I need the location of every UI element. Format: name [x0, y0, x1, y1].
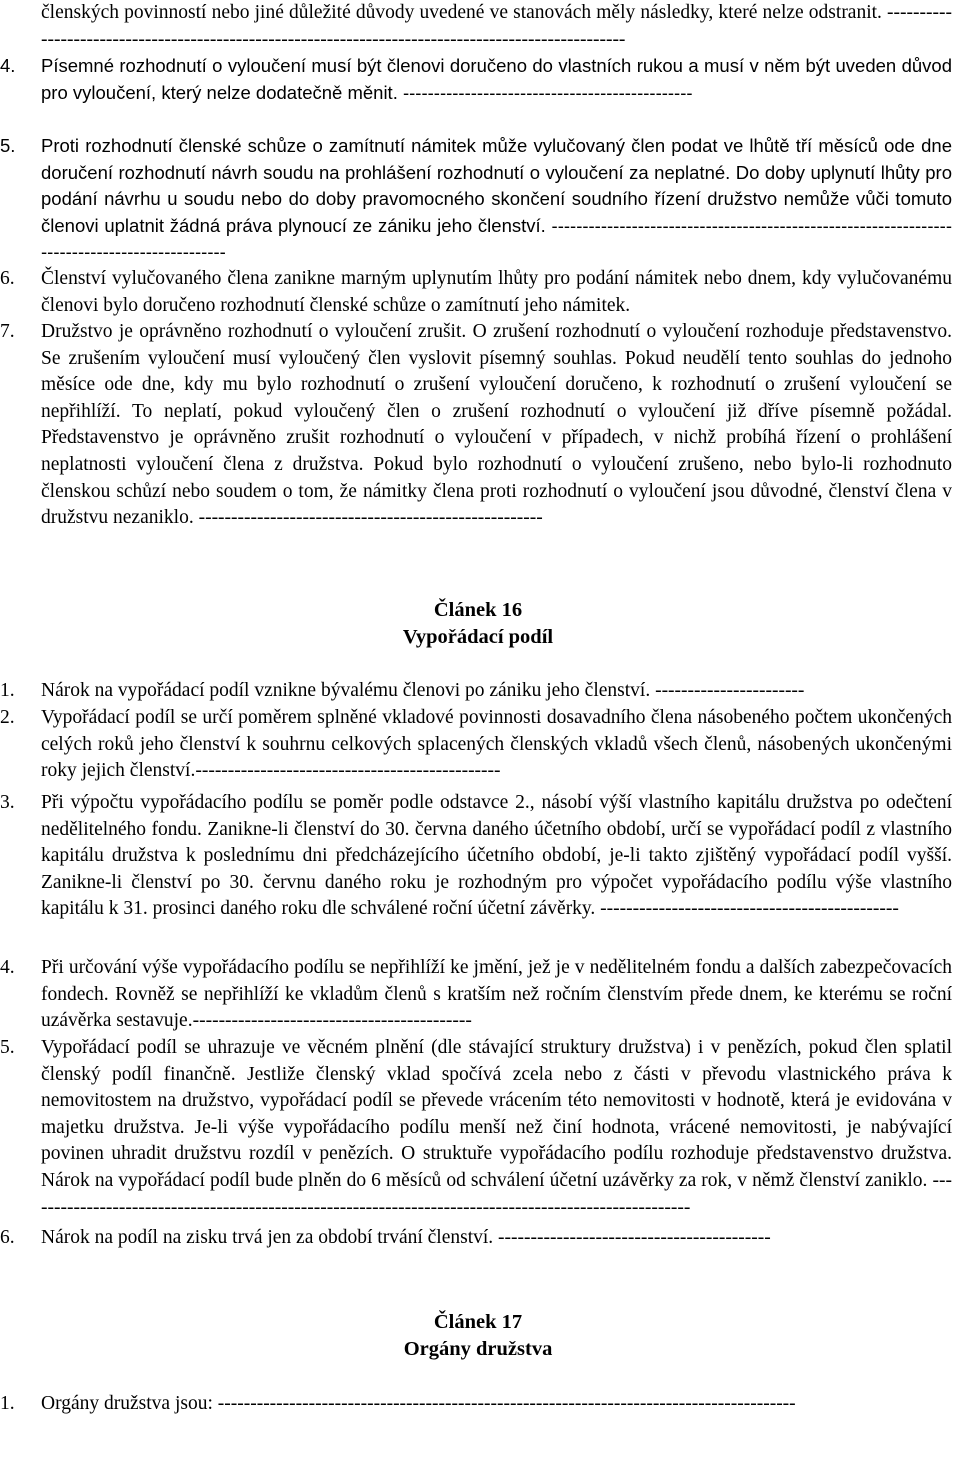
- item-number: 6.: [0, 268, 15, 289]
- item-text: Vypořádací podíl se uhrazuje ve věcném plnění (dle stávající struktury družstva) i v penězích, pokud člen splatil členský podíl finančně. Jestliže členský vklad spočívá zcela nebo z části v převodu vlastnického práva k nemovitostem na družstvo, vypořádací podíl se převede vrácením této nemovitosti v hodnotě, která je evidována v majetku družstva. Je-li výše vypořádacího podílu menší než činí hodnota, vrácené nemovitosti, je nabývající povinen uhradit družstvu rozdíl v penězích. O struktuře vypořádacího podílu rozhoduje představenstvo družstva. Nárok na vypořádací podíl bude plněn do 6 měsíců od schválení účetní uzávěrky za rok, v němž členství zaniklo. -------------------------------------------------------------------------------------------------------: [41, 1037, 952, 1218]
- item-text: Orgány družstva jsou: -----------------------------------------------------------------------------------------: [41, 1393, 796, 1414]
- intro-paragraph: členských povinností nebo jiné důležité důvody uvedené ve stanovách měly následky, které nelze odstranit. ----------------------------------------------------------------------------------------------------: [41, 2, 952, 50]
- art15-item-4: [0, 53, 952, 106]
- item-number: 7.: [0, 321, 15, 342]
- item-number: 2.: [0, 707, 15, 728]
- item-text: Nárok na podíl na zisku trvá jen za období trvání členství. ------------------------------------------: [41, 1227, 771, 1248]
- art16-item-5: [0, 1035, 952, 1221]
- article-16-title: Vypořádací podíl: [402, 626, 554, 648]
- item-text: Při určování výše vypořádacího podílu se nepřihlíží ke jmění, jež je v nedělitelném fondu a dalších zabezpečovacích fondech. Rovněž se nepřihlíží ke vkladům členů s kratším než ročním členstvím přede dnem, ke kterému se roční uzávěrka sestavuje.-------------------------------------------: [41, 957, 952, 1032]
- item-number: 5.: [0, 1037, 15, 1058]
- item-number: 3.: [0, 792, 15, 813]
- item-number: 4.: [0, 55, 16, 76]
- item-text: Družstvo je oprávněno rozhodnutí o vyloučení zrušit. O zrušení rozhodnutí o vyloučení rozhoduje představenstvo. Se zrušením vyloučení musí vyloučený člen vyslovit písemný souhlas. Pokud neudělí tento souhlas do jednoho měsíce ode dne, kdy mu bylo rozhodnutí o zrušení vyloučení doručeno, k rozhodnutí o zrušení vyloučení se nepřihlíží. To neplatí, pokud vyloučený člen o zrušení rozhodnutí o vyloučení již dříve písemně požádal. Představenstvo je oprávněno zrušit rozhodnutí o vyloučení v případech, v nichž probíhá řízení o prohlášení neplatnosti vyloučení člena z družstva. Pokud bylo rozhodnutí o vyloučení zrušeno, nebo bylo-li rozhodnuto členskou schůzí nebo soudem o tom, že námitky člena proti rozhodnutí o vyloučení jsou důvodné, členství člena v družstvu nezaniklo. -----------------------------------------------------: [41, 321, 952, 529]
- item-number: 1.: [0, 1393, 15, 1414]
- art15-item-5: [0, 133, 952, 266]
- art17-item-1: [0, 1391, 952, 1418]
- item-text: Při výpočtu vypořádacího podílu se poměr podle odstavce 2., násobí výší vlastního kapitálu družstva po odečtení nedělitelného fondu. Zanikne-li členství do 30. června daného účetního období, určí se vypořádací podíl z vlastního kapitálu družstva k poslednímu dni předcházejícího účetního období, je-li takto zjištěný vypořádací podíl vyšší. Zanikne-li členství po 30. červnu daného roku je rozhodným pro výpočet vypořádacího podílu výše vlastního kapitálu k 31. prosinci daného roku dle schválené roční účetní závěrky. ----------------------------------------------: [41, 792, 952, 920]
- art15-item-6: [0, 266, 952, 319]
- art16-item-6: [0, 1225, 952, 1252]
- item-number: 6.: [0, 1227, 15, 1248]
- item-text: Členství vylučovaného člena zanikne marným uplynutím lhůty pro podání námitek nebo dnem, kdy vylučovanému členovi bylo doručeno rozhodnutí členské schůze o zamítnutí jeho námitek.: [41, 268, 952, 316]
- art16-item-4: [0, 955, 952, 1035]
- art16-item-1: [0, 678, 952, 705]
- article-16-heading: Článek 16: [433, 599, 523, 621]
- item-text: Písemné rozhodnutí o vyloučení musí být členovi doručeno do vlastních rukou a musí v něm být uveden důvod pro vyloučení, který nelze dodatečně měnit. -----------------------------------------------: [41, 55, 952, 103]
- item-number: 4.: [0, 957, 15, 978]
- item-number: 1.: [0, 680, 15, 701]
- art16-item-2: [0, 705, 952, 785]
- art16-item-3: [0, 790, 952, 923]
- item-number: 5.: [0, 135, 16, 156]
- item-text: Proti rozhodnutí členské schůze o zamítnutí námitek může vylučovaný člen podat ve lhůtě tří měsíců ode dne doručení rozhodnutí návrh soudu na prohlášení rozhodnutí o vyloučení za neplatné. Do doby uplynutí lhůty pro podání návrhu u soudu nebo do doby pravomocného skončení soudního řízení družstvo nemůže vůči tomuto členovi uplatnit žádná práva plynoucí ze zániku jeho členství. -----------------------------------------------------------------------------------------------: [41, 135, 952, 263]
- article-17-heading: Článek 17: [433, 1311, 523, 1333]
- article-17-title: Orgány družstva: [403, 1338, 553, 1360]
- art15-item-7: [0, 319, 952, 532]
- item-text: Nárok na vypořádací podíl vznikne bývalému členovi po zániku jeho členství. -----------------------: [41, 680, 805, 701]
- item-text: Vypořádací podíl se určí poměrem splněné vkladové povinnosti dosavadního člena násobeného počtem ukončených celých roků jeho členství k souhrnu celkových splacených členských vkladů všech členů, násobených ukončenými roky jejich členství.-----------------------------------------------: [41, 707, 952, 782]
